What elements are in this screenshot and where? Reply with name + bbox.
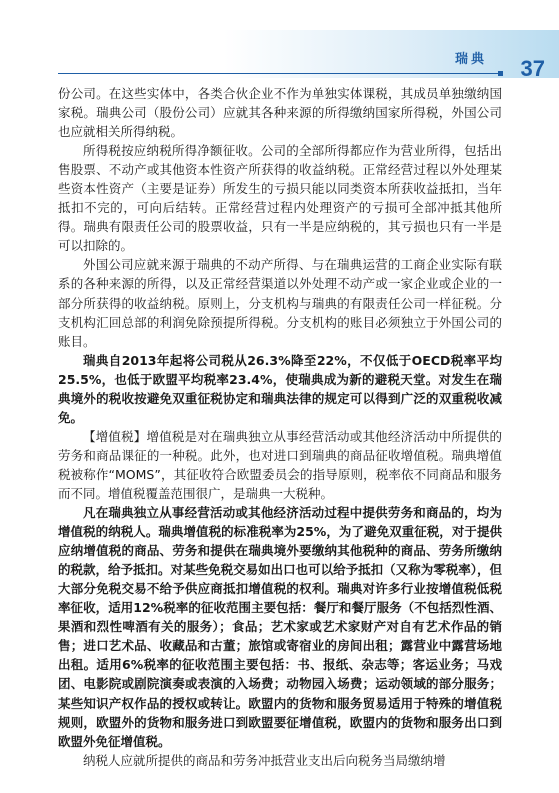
page-number: 37	[520, 56, 545, 81]
paragraph-vat-payment: 纳税人应就所提供的商品和劳务冲抵营业支出后向税务当局缴纳增	[83, 752, 446, 768]
header-rule-marker	[498, 71, 503, 76]
paragraph-continued: 份公司。在这些实体中，各类合伙企业不作为单独实体课税，其成员单独缴纳国家税。瑞典公司（股份公司）应就其各种来源的所得缴纳国家所得税，外国公司也应就相关所得纳税。	[58, 86, 502, 140]
vat-intro-text: 增值税是对在瑞典独立从事经营活动或其他经济活动中所提供的劳务和商品课征的一种税。此外，也对进口到瑞典的商品征收增值税。瑞典增值税被称作“MOMS”，其征收符合欧盟委员会的指导原则，税率依不同商品和服务而不同。增值税覆盖范围很广，是瑞典一大税种。	[58, 428, 502, 501]
page-header	[0, 0, 559, 86]
section-title: 瑞典	[454, 52, 487, 67]
paragraph-tax-rate: 瑞典自2013年起将公司税从26.3%降至22%，不仅低于OECD税率平均25.5%，也低于欧盟平均税率23.4%，使瑞典成为新的避税天堂。对发生在瑞典境外的税收按避免双重征税协定和瑞典法律的规定可以得到广泛的双重税收减免。	[58, 352, 502, 425]
header-rule	[58, 73, 500, 74]
paragraph-vat-intro	[58, 427, 502, 503]
body-text	[58, 84, 502, 770]
paragraph-vat-rates: 凡在瑞典独立从事经营活动或其他经济活动过程中提供劳务和商品的，均为增值税的纳税人。瑞典增值税的标准税率为25%，为了避免双重征税，对于提供应纳增值税的商品、劳务和提供在瑞典境外要缴纳其他税种的商品、劳务所缴纳的税款，给予抵扣。对某些免税交易如出口也可以给予抵扣（又称为零税率），但大部分免税交易不给予供应商抵扣增值税的权利。瑞典对许多行业按增值税低税率征收，适用12%税率的征收范围主要包括：餐厅和餐厅服务（不包括烈性酒、果酒和烈性啤酒有关的服务）；食品；艺术家或艺术家财产对自有艺术作品的销售；进口艺术品、收藏品和古董；旅馆或寄宿业的房间出租；露营业中露营场地出租。适用6%税率的征收范围主要包括：书、报纸、杂志等；客运业务；马戏团、电影院或剧院演奏或表演的入场费；动物园入场费；运动领域的部分服务；某些知识产权作品的授权或转让。欧盟内的货物和服务贸易适用于特殊的增值税规则，欧盟外的货物和服务进口到欧盟要征增值税，欧盟内的货物和服务出口到欧盟外免征增值税。	[58, 505, 502, 749]
paragraph-foreign-companies: 外国公司应就来源于瑞典的不动产所得、与在瑞典运营的工商企业实际有联系的各种来源的所得，以及正常经营渠道以外处理不动产或一家企业或企业的一部分所获得的收益纳税。原则上，分支机构与瑞典的有限责任公司一样征税。分支机构汇回总部的利润免除预提所得税。分支机构的账目必须独立于外国公司的账目。	[58, 257, 502, 349]
paragraph-taxable-income: 所得税按应纳税所得净额征收。公司的全部所得都应作为营业所得，包括出售股票、不动产或其他资本性资产所获得的收益纳税。正常经营过程以外处理某些资本性资产（主要是证券）所发生的亏损只能以同类资本所获收益抵扣，当年抵扣不完的，可向后结转。正常经营过程内处理资产的亏损可全部冲抵其他所得。瑞典有限责任公司的股票收益，只有一半是应纳税的，其亏损也只有一半是可以扣除的。	[58, 143, 502, 254]
vat-heading-tag: 【增值税】	[83, 428, 147, 444]
